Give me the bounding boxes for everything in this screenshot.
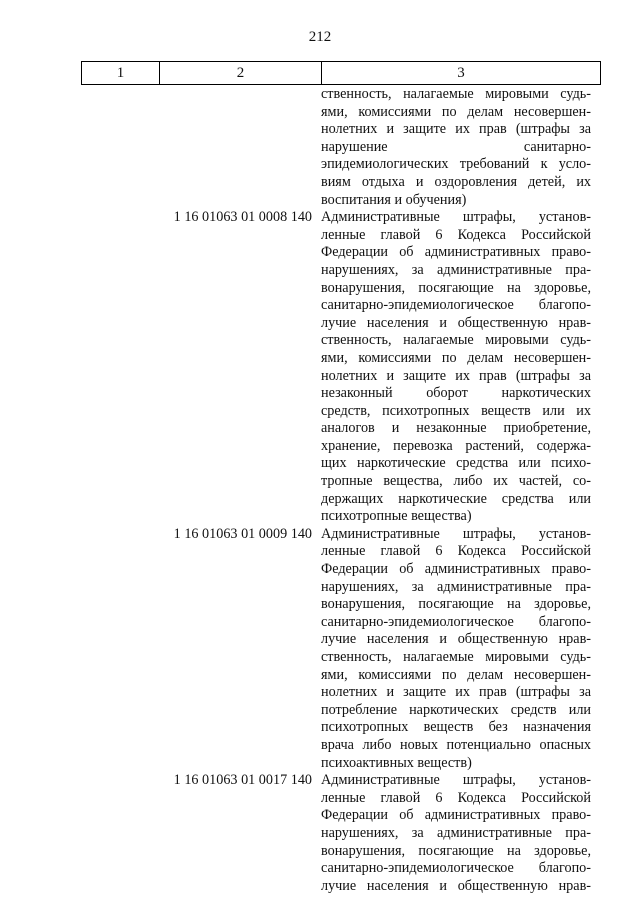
description-line: лучие населения и общественную нрав- xyxy=(321,631,591,648)
description-cell xyxy=(321,86,591,209)
description-line: санитарно-эпидемиологическое благопо- xyxy=(321,297,591,314)
description-line: ственность, налагаемые мировыми судь- xyxy=(321,649,591,665)
description-line: лучие населения и общественную нрав- xyxy=(321,314,591,331)
code-cell: 1 16 01063 01 0008 140 xyxy=(173,209,312,226)
description-line: эпидемиологических требований к усло- xyxy=(321,156,591,173)
description-line: виям отдыха и оздоровления детей, их xyxy=(321,173,591,190)
description-line: психотропных веществ без назначения xyxy=(321,719,591,736)
description-line: потребление наркотических средств или xyxy=(321,701,591,718)
description-cell xyxy=(321,209,591,526)
description-line: санитарно-эпидемиологическое благопо- xyxy=(321,613,591,630)
description-line: ями, комиссиями по делам несовершен- xyxy=(321,666,591,683)
description-line: психоактивных веществ) xyxy=(321,754,472,771)
description-line: лучие населения и общественную нрав- xyxy=(321,877,591,894)
description-line: тропные вещества, либо их частей, со- xyxy=(321,473,591,490)
description-line: ственность, налагаемые мировыми судь- xyxy=(321,332,591,349)
description-line: воспитания и обучения) xyxy=(321,191,467,208)
description-line: нолетних и защите их прав (штрафы за xyxy=(321,121,591,138)
description-line: Федерации об административных право- xyxy=(321,244,591,261)
description-line: хранение, перевозка растений, содержа- xyxy=(321,437,591,454)
table-header xyxy=(81,61,601,85)
description-line: вонарушения, посягающие на здоровье, xyxy=(321,842,591,859)
description-line: Административные штрафы, установ- xyxy=(321,772,591,789)
description-line: санитарно-эпидемиологическое благопо- xyxy=(321,860,591,877)
table-row xyxy=(81,86,601,209)
description-line: ями, комиссиями по делам несовершен- xyxy=(321,349,591,366)
description-line: средств, психотропных веществ или их xyxy=(321,402,591,419)
description-line: ленные главой 6 Кодекса Российской xyxy=(321,226,591,243)
header-col-3: 3 xyxy=(457,64,465,81)
description-line: аналогов и незаконные приобретение, xyxy=(321,420,591,437)
header-col-1: 1 xyxy=(82,62,160,84)
description-line: психотропные вещества) xyxy=(321,508,472,525)
description-line: Федерации об административных право- xyxy=(321,561,591,578)
description-line: ленные главой 6 Кодекса Российской xyxy=(321,789,591,806)
description-cell xyxy=(321,526,591,772)
table-row xyxy=(81,772,601,895)
table-row xyxy=(81,526,601,772)
description-line: вонарушения, посягающие на здоровье, xyxy=(321,279,591,296)
description-line: вонарушения, посягающие на здоровье, xyxy=(321,596,591,613)
code-cell: 1 16 01063 01 0009 140 xyxy=(173,525,312,542)
table-body xyxy=(81,86,601,895)
description-line: ственность, налагаемые мировыми судь- xyxy=(321,86,591,102)
description-line: нолетних и защите их прав (штрафы за xyxy=(321,684,591,701)
description-line: нарушениях, за административные пра- xyxy=(321,578,591,595)
description-line: Федерации об административных право- xyxy=(321,807,591,824)
description-line: врача либо новых потенциально опасных xyxy=(321,736,591,753)
description-line: ленные главой 6 Кодекса Российской xyxy=(321,543,591,560)
description-line: держащих наркотические средства или xyxy=(321,490,591,507)
description-line: щих наркотические средства или психо- xyxy=(321,455,591,472)
description-line: нарушениях, за административные пра- xyxy=(321,824,591,841)
header-col-2: 2 xyxy=(160,62,322,84)
code-cell: 1 16 01063 01 0017 140 xyxy=(173,772,312,789)
description-line: нолетних и защите их прав (штрафы за xyxy=(321,367,591,384)
description-cell xyxy=(321,772,591,895)
description-line: ями, комиссиями по делам несовершен- xyxy=(321,103,591,120)
description-line: незаконный оборот наркотических xyxy=(321,385,591,402)
table-row xyxy=(81,209,601,526)
description-line: Административные штрафы, установ- xyxy=(321,209,591,226)
description-line: Административные штрафы, установ- xyxy=(321,525,591,542)
description-line: нарушение санитарно- xyxy=(321,138,591,155)
page-number: 212 xyxy=(308,29,332,45)
description-line: нарушениях, за административные пра- xyxy=(321,261,591,278)
